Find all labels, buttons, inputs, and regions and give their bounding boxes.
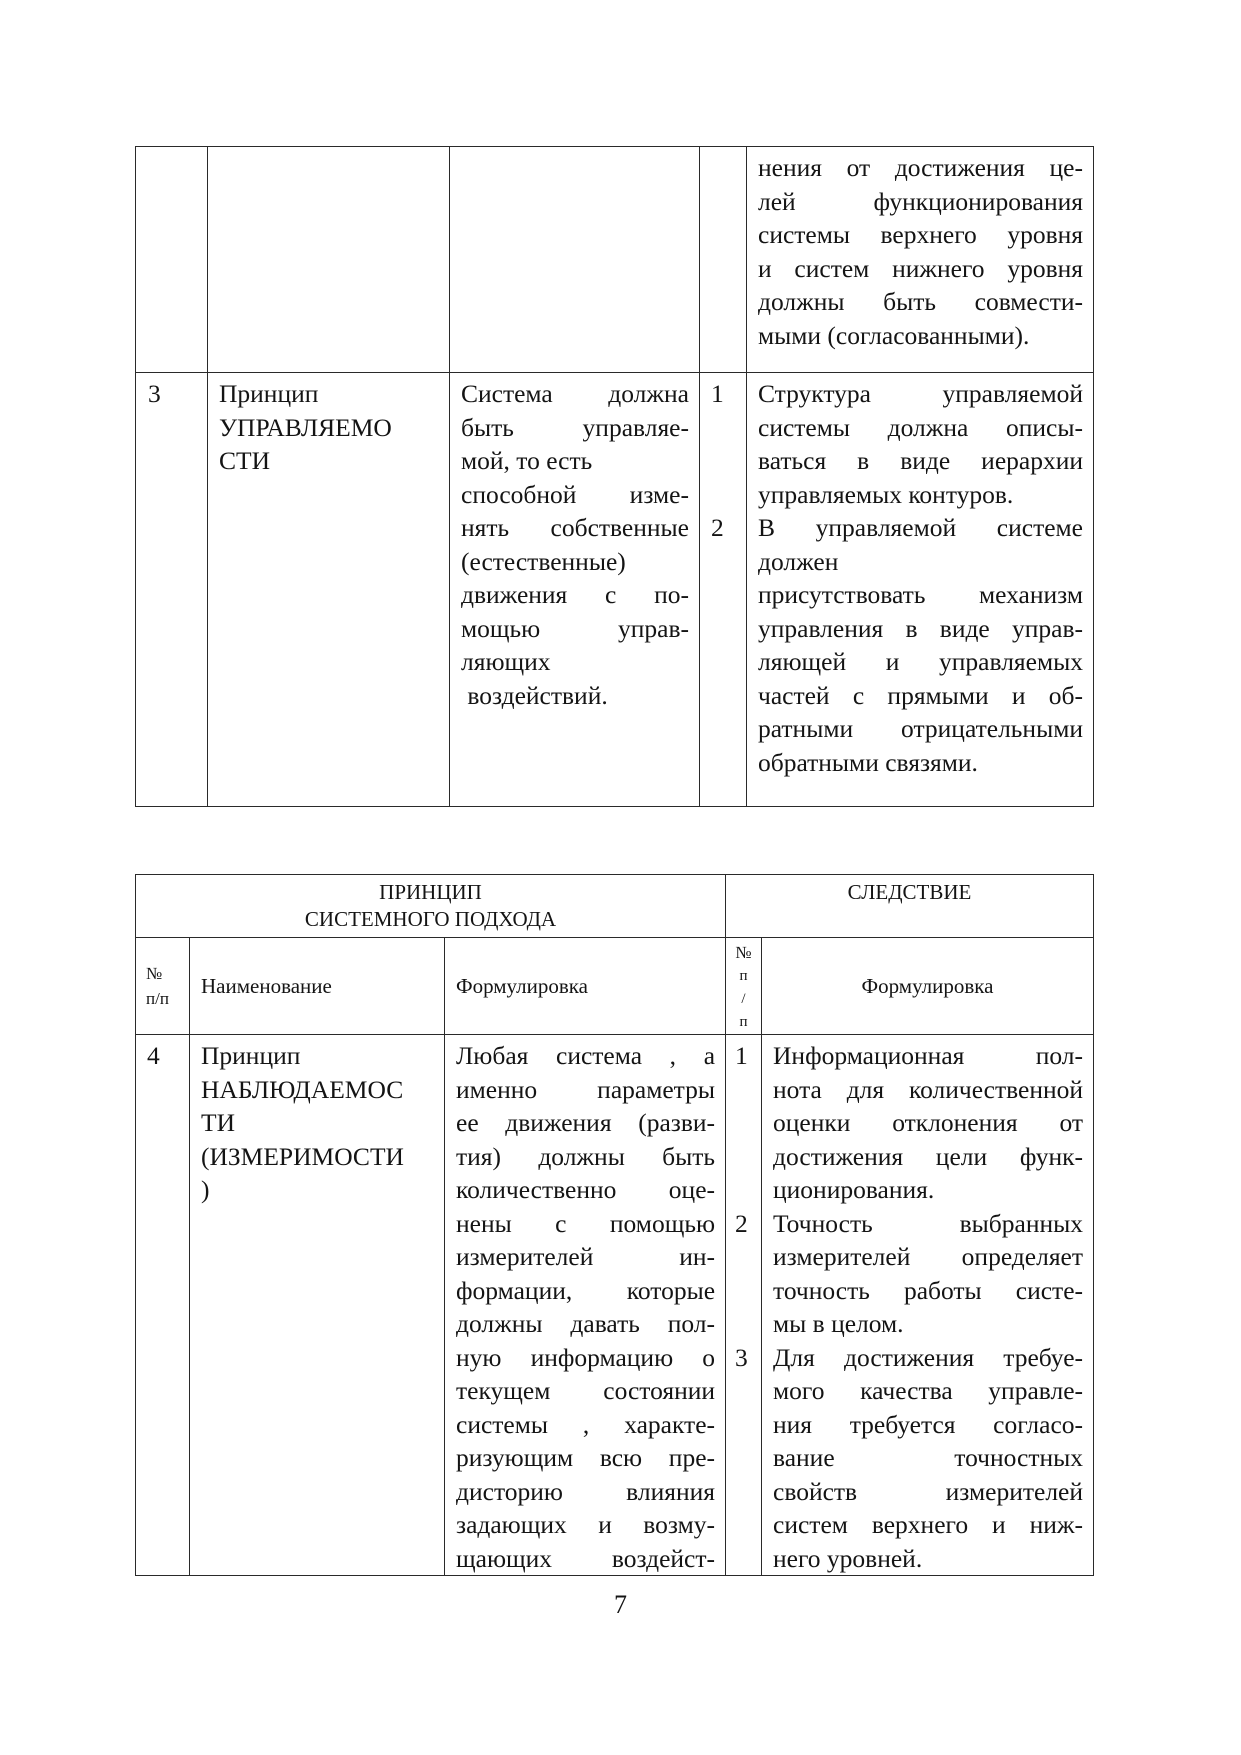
formulation-line: измерителей ин- (456, 1242, 716, 1271)
consequence-line: него уровней. (773, 1543, 923, 1573)
formulation-header-label: Формулировка (456, 973, 588, 998)
consequence-cell (747, 147, 1094, 373)
subnum-header-line: п (739, 1013, 748, 1030)
table-header-row (136, 875, 1094, 938)
formulation-line: ризующим всю пре- (456, 1443, 716, 1472)
consequence-line: частей с прямыми и об- (758, 680, 1083, 710)
formulation-line: текущем состоянии (456, 1376, 716, 1405)
sub-number (711, 411, 746, 445)
consequence-line: присутствовать механизм (758, 580, 1083, 609)
consequence-line: Точность выбранных (773, 1208, 1084, 1238)
num-header-label: п/п (146, 989, 169, 1008)
sub-number (735, 1307, 761, 1341)
consequence-line: достижения цели функ- (773, 1141, 1084, 1171)
principles-table-continued (135, 146, 1094, 807)
formulation-line: (естественные) (461, 546, 626, 576)
consequence-cell (762, 1035, 1094, 1576)
sub-number: 2 (711, 513, 724, 542)
sub-number-cell (700, 373, 747, 807)
subnum-header-line: п (739, 967, 748, 984)
subnum-header-line: № (735, 942, 752, 962)
principle-header-line: ПРИНЦИП (379, 880, 482, 904)
formulation-line: ее движения (разви- (456, 1108, 716, 1137)
consequence-line: управления в виде управ- (758, 613, 1083, 643)
sub-number (735, 1106, 761, 1140)
consequence-line: управляемых контуров. (758, 479, 1014, 509)
consequence-line: мого качества управле- (773, 1376, 1084, 1405)
table-subheader-row (136, 938, 1094, 1035)
consequence-line: обратными связями. (758, 747, 978, 777)
consequence-formulation-label: Формулировка (861, 973, 994, 998)
formulation-line: нены с помощью (456, 1208, 716, 1238)
consequence-line: вание точностных (773, 1443, 1084, 1472)
consequence-line: точность работы систе- (773, 1275, 1084, 1305)
consequence-header-title: СЛЕДСТВИЕ (847, 880, 972, 904)
formulation-line: Система должна (461, 379, 689, 408)
consequence-line: мыми (согласованными). (758, 320, 1030, 350)
formulation-cell (450, 147, 700, 373)
subnum-header-line: / (741, 990, 746, 1007)
sub-number (735, 1140, 761, 1174)
sub-number (735, 1173, 761, 1207)
consequence-line: ния требуется согласо- (773, 1409, 1084, 1439)
formulation-line: быть управляе- (461, 412, 689, 442)
sub-number-cell (726, 1035, 762, 1576)
name-line: (ИЗМЕРИМОСТИ (201, 1141, 404, 1171)
consequence-line: нения от достижения це- (758, 153, 1083, 182)
system-approach-table (135, 874, 1094, 1576)
num-header-symbol: № (146, 964, 163, 983)
formulation-line: задающих и возму- (456, 1510, 716, 1539)
consequence-line: и систем нижнего уровня (758, 253, 1083, 283)
sub-number (735, 1274, 761, 1308)
name-header-label: Наименование (201, 973, 332, 998)
sub-number (735, 1240, 761, 1274)
name-line: УПРАВЛЯЕМО (219, 412, 392, 442)
formulation-line: движения с по- (461, 580, 689, 609)
sub-number: 1 (711, 379, 724, 408)
formulation-line: должны давать пол- (456, 1309, 716, 1338)
row-number: 4 (147, 1041, 160, 1070)
formulation-line: системы , характе- (456, 1409, 716, 1439)
consequence-line: ваться в виде иерархии (758, 446, 1083, 475)
consequence-line: лей функционирования (758, 186, 1083, 216)
consequence-header (726, 875, 1094, 938)
formulation-line: способной изме- (461, 479, 689, 509)
consequence-line: должен (758, 546, 839, 576)
consequence-line: мы в целом. (773, 1309, 904, 1338)
name-line: Принцип (201, 1041, 301, 1070)
consequence-line: свойств измерителей (773, 1476, 1084, 1506)
consequence-line: Для достижения требуе- (773, 1342, 1084, 1372)
formulation-line: тия) должны быть (456, 1141, 716, 1171)
name-cell (208, 147, 450, 373)
consequence-line: Информационная пол- (773, 1041, 1084, 1070)
sub-number: 1 (735, 1041, 748, 1070)
number-cell (136, 373, 208, 807)
name-cell (208, 373, 450, 807)
sub-number: 3 (735, 1342, 748, 1372)
name-line: НАБЛЮДАЕМОС (201, 1074, 404, 1104)
table-row (136, 147, 1094, 373)
formulation-cell (445, 1035, 726, 1576)
formulation-line: ляющих (461, 647, 551, 676)
consequence-line: ратными отрицательными (758, 714, 1083, 743)
formulation-line: мощью управ- (461, 613, 689, 643)
formulation-line: нять собственные (461, 513, 689, 542)
row-number: 3 (148, 379, 161, 408)
name-line: ТИ (201, 1108, 235, 1137)
formulation-line: количественно оце- (456, 1175, 716, 1204)
consequence-line: оценки отклонения от (773, 1108, 1084, 1137)
formulation-line: именно параметры (456, 1074, 716, 1104)
sub-number (735, 1073, 761, 1107)
name-line: Принцип (219, 379, 319, 408)
consequence-line: должны быть совмести- (758, 287, 1083, 316)
formulation-line: воздействий. (461, 680, 608, 710)
principle-header (136, 875, 726, 938)
principle-header-line: СИСТЕМНОГО ПОДХОДА (304, 907, 557, 931)
page-number: 7 (614, 1590, 627, 1619)
number-cell (136, 147, 208, 373)
sub-number: 2 (735, 1208, 748, 1238)
formulation-line: Любая система , а (456, 1041, 716, 1070)
consequence-line: систем верхнего и ниж- (773, 1510, 1084, 1539)
consequence-line: В управляемой системе (758, 513, 1083, 542)
consequence-cell (747, 373, 1094, 807)
formulation-line: ную информацию о (456, 1342, 716, 1372)
num-header-cell (136, 938, 190, 1035)
number-cell (136, 1035, 190, 1576)
sub-number-cell (700, 147, 747, 373)
consequence-line: измерителей определяет (773, 1242, 1084, 1271)
sub-number (711, 478, 746, 512)
name-line: ) (201, 1175, 210, 1204)
consequence-line: ционирования. (773, 1175, 935, 1204)
consequence-formulation-header-cell (762, 938, 1094, 1035)
formulation-cell (450, 373, 700, 807)
formulation-line: щающих воздейст- (456, 1543, 716, 1573)
subnum-header-cell (726, 938, 762, 1035)
consequence-line: нота для количественной (773, 1074, 1084, 1104)
formulation-line: формации, которые (456, 1275, 716, 1305)
name-header-cell (190, 938, 445, 1035)
sub-number (711, 444, 746, 478)
formulation-header-cell (445, 938, 726, 1035)
consequence-line: ляющей и управляемых (758, 647, 1083, 676)
name-line: СТИ (219, 446, 270, 475)
consequence-line: системы верхнего уровня (758, 220, 1083, 249)
formulation-line: дисторию влияния (456, 1476, 716, 1506)
name-cell (190, 1035, 445, 1576)
table-row (136, 373, 1094, 807)
formulation-line: мой, то есть (461, 446, 593, 475)
consequence-line: системы должна описы- (758, 412, 1083, 442)
consequence-line: Структура управляемой (758, 379, 1083, 408)
table-row (136, 1035, 1094, 1576)
